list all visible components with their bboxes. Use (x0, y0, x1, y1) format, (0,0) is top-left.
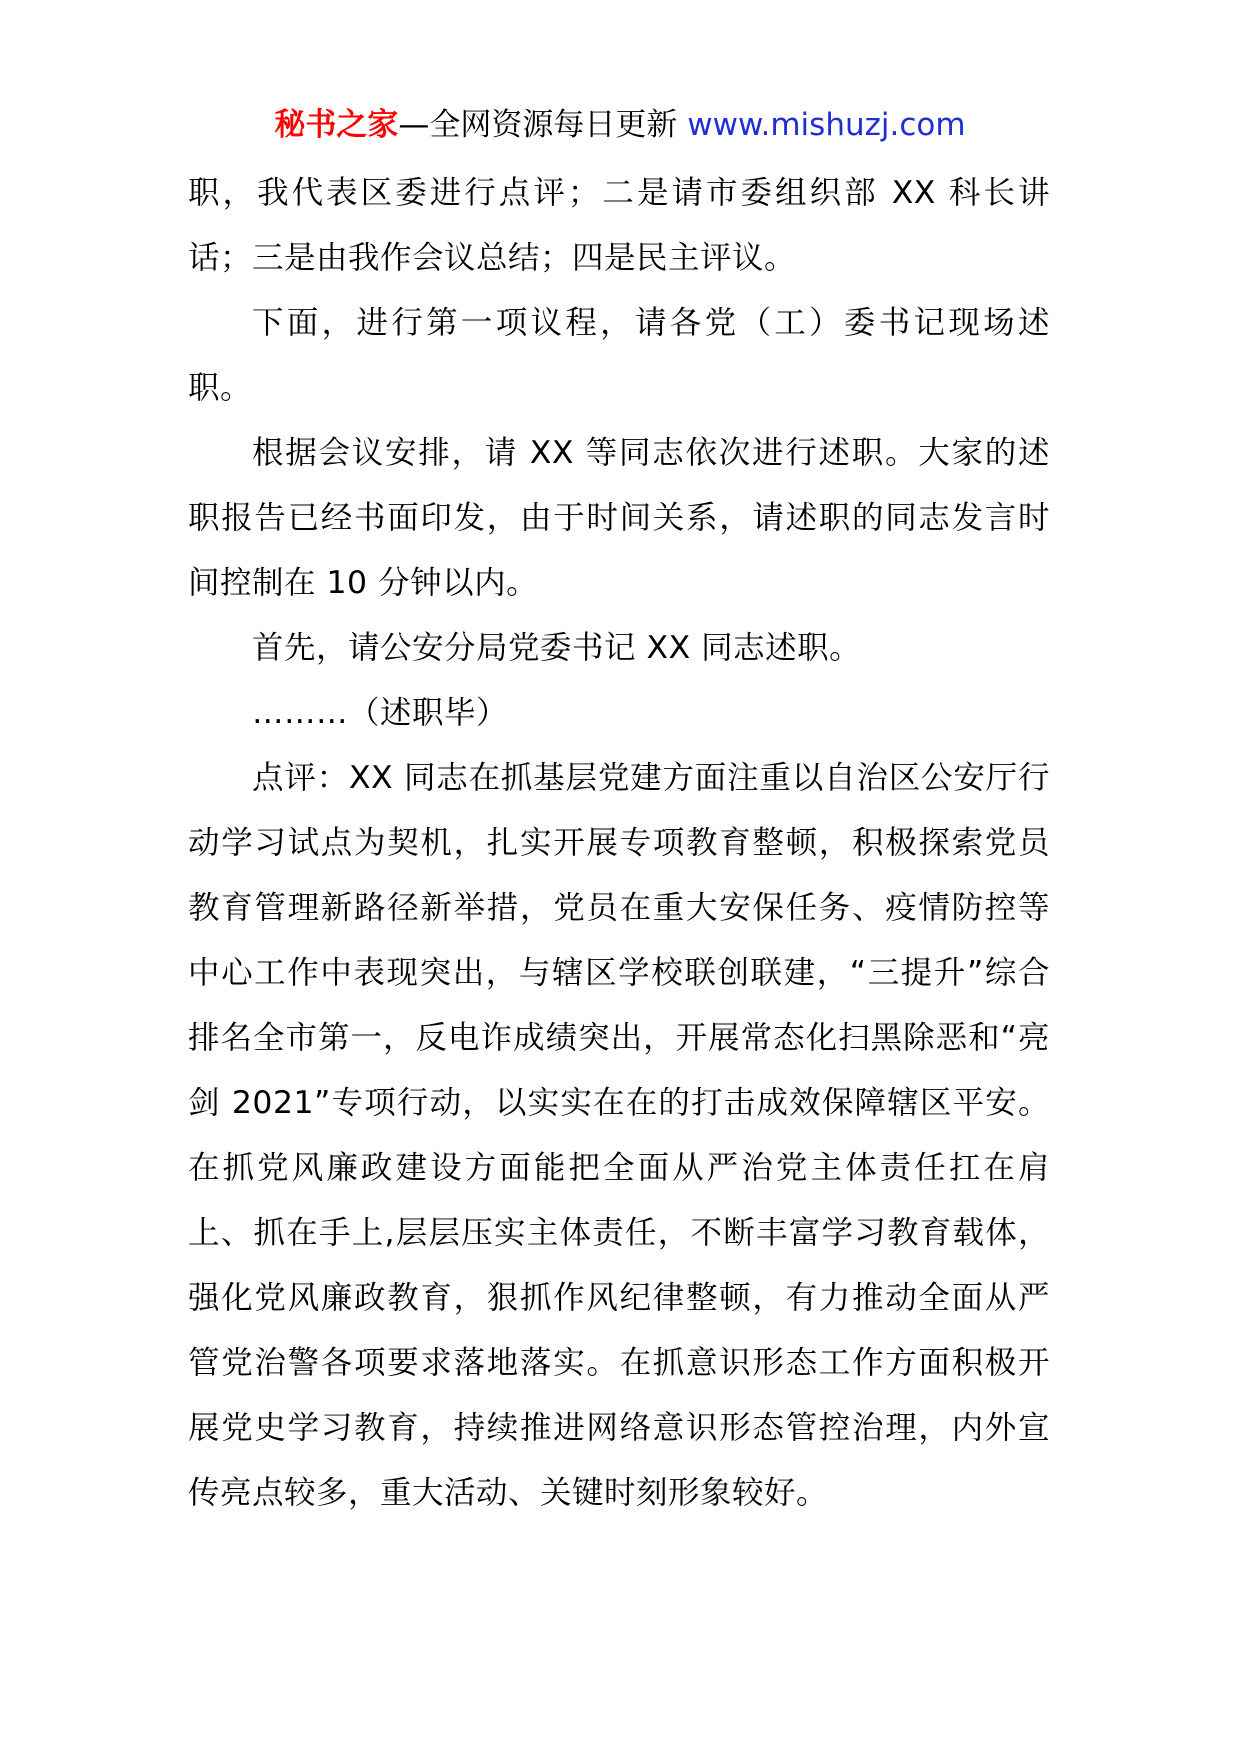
paragraph-commentary: 点评：XX 同志在抓基层党建方面注重以自治区公安厅行动学习试点为契机，扎实开展专项教育整顿，积极探索党员教育管理新路径新举措，党员在重大安保任务、疫情防控等中心工作中表现突出，与辖区学校联创联建，“三提升”综合排名全市第一，反电诈成绩突出，开展常态化扫黑除恶和“亮剑 2021”专项行动，以实实在在的打击成效保障辖区平安。在抓党风廉政建设方面能把全面从严治党主体责任扛在肩上、抓在手上,层层压实主体责任，不断丰富学习教育载体，强化党风廉政教育，狠抓作风纪律整顿，有力推动全面从严管党治警各项要求落地落实。在抓意识形态工作方面积极开展党史学习教育，持续推进网络意识形态管控治理，内外宣传亮点较多，重大活动、关键时刻形象较好。 (188, 760, 1050, 1511)
paragraph: 下面，进行第一项议程，请各党（工）委书记现场述职。 (188, 305, 1050, 406)
paragraph-continuation: 职，我代表区委进行点评；二是请市委组织部 XX 科长讲话；三是由我作会议总结；四是民主评议。 (188, 175, 1050, 276)
paragraph: 根据会议安排，请 XX 等同志依次进行述职。大家的述职报告已经书面印发，由于时间关系，请述职的同志发言时间控制在 10 分钟以内。 (188, 435, 1050, 601)
paragraph: ………（述职毕） (252, 695, 509, 731)
header-tagline: —全网资源每日更新 (398, 107, 678, 143)
site-header (0, 100, 1240, 150)
brand-name: 秘书之家 (274, 107, 399, 143)
paragraph: 首先，请公安分局党委书记 XX 同志述职。 (252, 630, 862, 666)
document-body (188, 161, 1050, 1526)
site-url-link[interactable]: www.mishuzj.com (687, 107, 966, 143)
